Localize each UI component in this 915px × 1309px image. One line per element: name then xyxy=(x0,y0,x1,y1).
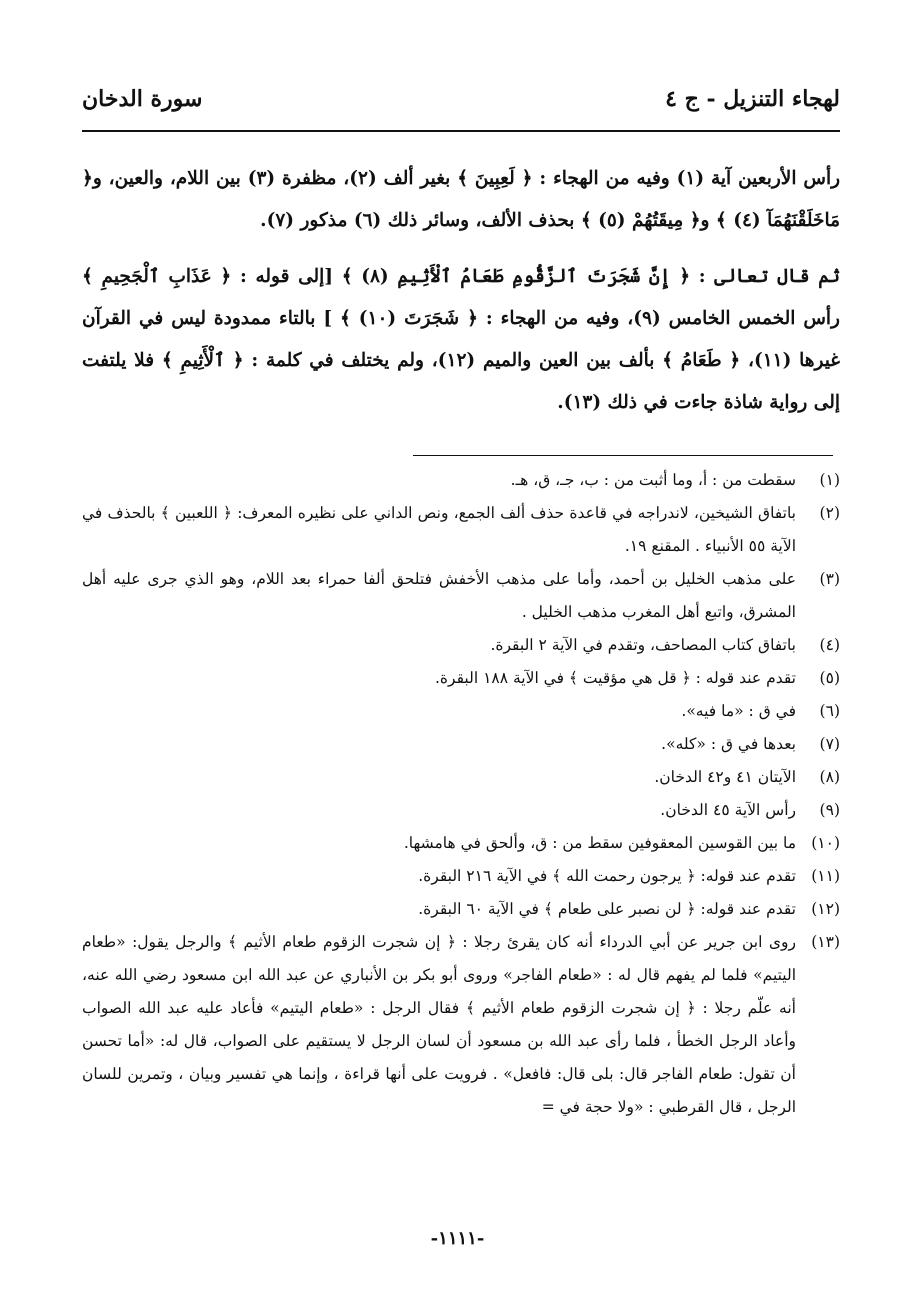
footnote-number: (١١) xyxy=(811,867,840,885)
footnote xyxy=(82,761,840,794)
paragraph-1: رأس الأربعين آية (١) وفيه من الهجاء : ﴿ لَعِبِينَ ﴾ بغير ألف (٢)، مظفرة (٣) بين اللام، والعين، و﴿ مَاخَلَقْنَهُمَآ (٤) ﴾ و﴿ مِيقَتُهُمْ (٥) ﴾ بحذف الألف، وسائر ذلك (٦) مذكور (٧). xyxy=(82,168,841,231)
footnote-number: (٦) xyxy=(819,702,840,720)
footnote-text: بعدها في ق : «كله». xyxy=(661,735,796,753)
footnote-text: سقطت من : أ، وما أثبت من : ب، جـ، ق، هـ. xyxy=(510,471,796,489)
footnote xyxy=(82,464,840,497)
running-header xyxy=(82,82,840,132)
footnote-text: رأس الآية ٤٥ الدخان. xyxy=(660,801,796,819)
footnote xyxy=(82,827,840,860)
footnote-number: (١٣) xyxy=(811,933,840,951)
footnote-text: في ق : «ما فيه». xyxy=(681,702,796,720)
footnote xyxy=(82,563,840,629)
footnote-text: تقدم عند قوله: ﴿ يرجون رحمت الله ﴾ في الآية ٢١٦ البقرة. xyxy=(418,867,796,885)
paragraph-2: ثم قال تعالى : ﴿ إِنَّ شَجَرَتَ ٱلزَّقُّومِ طَعَامُ ٱلْأَثِيمِ (٨) ﴾ [إلى قوله : ﴿ عَذَابِ ٱلْجَحِيمِ ﴾ رأس الخمس الخامس (٩)، وفيه من الهجاء : ﴿ شَجَرَتَ (١٠) ﴾ ] بالتاء ممدودة ليس في القرآن غيرها (١١)، ﴿ طَعَامُ ﴾ بألف بين العين والميم (١٢)، ولم يختلف في كلمة : ﴿ ٱلْأَثِيمِ ﴾ فلا يلتفت إلى رواية شاذة جاءت في ذلك (١٣). xyxy=(82,266,840,413)
footnote xyxy=(82,926,840,1124)
footnote-text: تقدم عند قوله : ﴿ قل هي مؤقيت ﴾ في الآية ١٨٨ البقرة. xyxy=(434,669,796,687)
footnote-number: (١٢) xyxy=(811,900,840,918)
footnote xyxy=(82,662,840,695)
footnote xyxy=(82,860,840,893)
surah-title: سورة الدخان xyxy=(82,86,203,112)
footnote-text: على مذهب الخليل بن أحمد، وأما على مذهب الأخفش فتلحق ألفا حمراء بعد اللام، وهو الذي جرى عليه أهل المشرق، واتبع أهل المغرب مذهب الخليل . xyxy=(82,570,796,621)
footnote-number: (٩) xyxy=(819,801,840,819)
footnote-number: (٨) xyxy=(819,768,840,786)
footnote-number: (١٠) xyxy=(811,834,840,852)
footnote-text: تقدم عند قوله: ﴿ لن نصبر على طعام ﴾ في الآية ٦٠ البقرة. xyxy=(418,900,796,918)
footnote-number: (٥) xyxy=(819,669,840,687)
footnote xyxy=(82,695,840,728)
footnote-divider xyxy=(413,455,833,456)
footnote xyxy=(82,728,840,761)
main-text xyxy=(82,158,840,424)
footnote-number: (١) xyxy=(819,471,840,489)
footnote-number: (٧) xyxy=(819,735,840,753)
footnote xyxy=(82,629,840,662)
footnotes xyxy=(82,464,840,1124)
footnote-text: باتفاق الشيخين، لاندراجه في قاعدة حذف ألف الجمع، ونص الداني على نظيره المعرف: ﴿ اللعبين ﴾ بالحذف في الآية ٥٥ الأنبياء . المقنع ١٩. xyxy=(82,504,796,555)
footnote-text: باتفاق كتاب المصاحف، وتقدم في الآية ٢ البقرة. xyxy=(490,636,796,654)
footnote-number: (٣) xyxy=(819,570,840,588)
footnote xyxy=(82,497,840,563)
footnote xyxy=(82,794,840,827)
book-title: لهجاء التنزيل - ج ٤ xyxy=(665,86,840,112)
footnote-number: (٢) xyxy=(819,504,840,522)
footnote-text: الآيتان ٤١ و٤٢ الدخان. xyxy=(654,768,796,786)
footnote-text: ما بين القوسين المعقوفين سقط من : ق، وألحق في هامشها. xyxy=(403,834,796,852)
page-number: -١١١١- xyxy=(430,1228,485,1249)
footnote-text: روى ابن جرير عن أبي الدرداء أنه كان يقرئ رجلا : ﴿ إن شجرت الزقوم طعام الأثيم ﴾ والرجل يقول: «طعام اليتيم» فلما لم يفهم قال له : «طعام الفاجر» وروى أبو بكر بن الأنباري عن عبد الله ابن مسعود رضي الله عنه، أنه علّم رجلا : ﴿ إن شجرت الزقوم طعام الأثيم ﴾ فقال الرجل : «طعام اليتيم» فأعاد عليه عبد الله الصواب وأعاد الرجل الخطأ ، فلما رأى عبد الله بن مسعود أن لسان الرجل لا يستقيم على الصواب، قال له: «أما تحسن أن تقول: طعام الفاجر قال: بلى قال: فافعل» . فرويت على أنها قراءة ، وإنما هي تفسير وبيان ، وتمرين للسان الرجل ، قال القرطبي : «ولا حجة في = xyxy=(82,933,796,1116)
footnote-number: (٤) xyxy=(819,636,840,654)
footnote xyxy=(82,893,840,926)
